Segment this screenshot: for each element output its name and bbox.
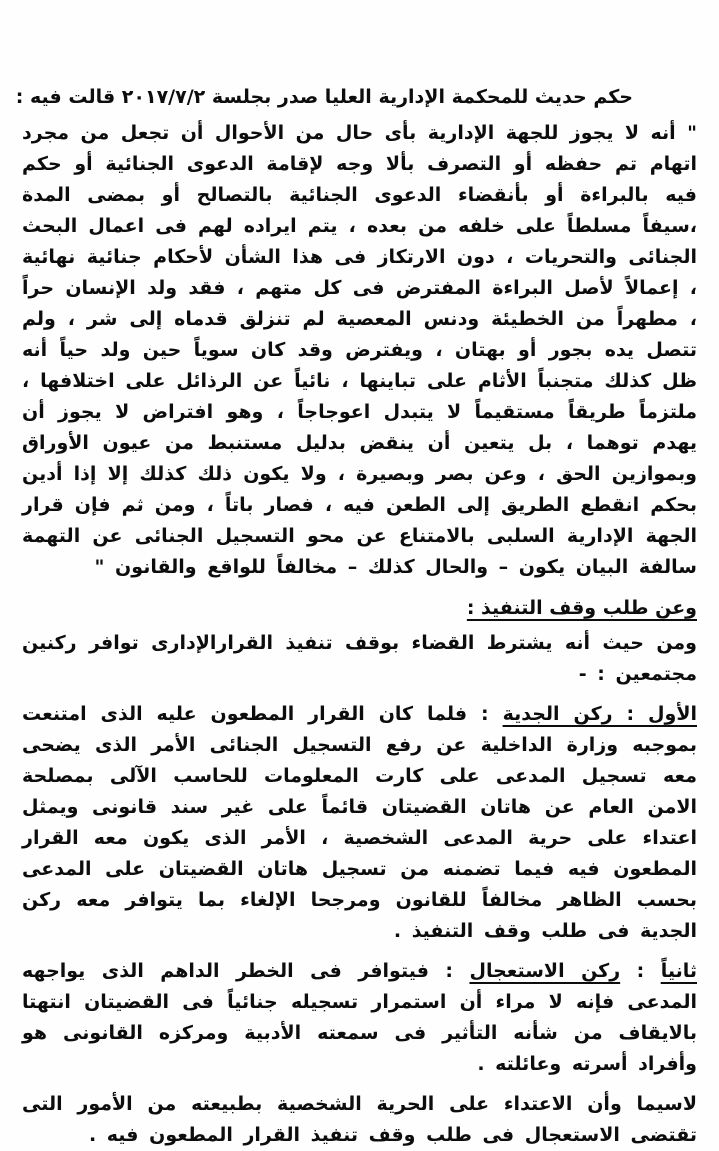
second-pillar-name-label: ركن الاستعجال (469, 960, 621, 982)
stay-of-execution-heading: وعن طلب وقف التنفيذ : (466, 597, 697, 619)
stay-requirements-intro: ومن حيث أنه يشترط القضاء بوقف تنفيذ القرارالإدارى توافر ركنين مجتمعين : - (22, 632, 697, 685)
ruling-title: حكم حديث للمحكمة الإدارية العليا صدر بجلسة ٢٠١٧/٧/٢ قالت فيه : (15, 86, 633, 108)
second-pillar-paragraph (22, 956, 697, 1080)
ruling-body-paragraph: " أنه لا يجوز للجهة الإدارية بأى حال من الأحوال أن تجعل من مجرد اتهام تم حفظه أو التصرف بألا وجه لإقامة الدعوى الجنائية أو حكم فيه بالبراءة أو بأنقضاء الدعوى الجنائية بالتصالح أو بمضى المدة ،سيفاً مسلطاً على خلفه من بعده ، يتم ايراده لهم فى اعمال البحث الجنائى والتحريات ، دون الارتكاز فى هذا الشأن لأحكام جنائية نهائية ، إعمالاً لأصل البراءة المفترض فى كل متهم ، فقد ولد الإنسان حراً ، مطهراً من الخطيئة ودنس المعصية لم تنزلق قدماه إلى شر ، ولم تتصل يده بجور أو بهتان ، ويفترض وقد كان سوياً حين ولد حياً أنه ظل كذلك متجنباً الأثام على تباينها ، نائياً عن الرذائل على اختلافها ، ملتزماً طريقاً مستقيماً لا يتبدل اعوجاجاً ، وهو افتراض لا يجوز أن يهدم توهما ، بل يتعين أن ينقض بدليل مستنبط من عيون الأوراق وبموازين الحق ، وعن بصر وبصيرة ، ولا يكون ذلك كذلك إلا إذا أدين بحكم انقطع الطريق إلى الطعن فيه ، فصار باتاً ، ومن ثم فإن قرار الجهة الإدارية السلبى بالامتناع عن محو التسجيل الجنائى عن التهمة سالفة البيان يكون – والحال كذلك – مخالفاً للواقع والقانون " (22, 122, 697, 578)
first-pillar-label: الأول : ركن الجدية (502, 703, 698, 725)
second-pillar-body: فيتوافر فى الخطر الداهم الذى يواجهه المدعى فإنه لا مراء أن استمرار تسجيله جنائياً فى القضيتان انتهتا بالايقاف من شأنه التأثير فى سمعته الأدبية ومركزه القانونى هو وأفراد أسرته وعائلته . (22, 960, 697, 1075)
closing-paragraph: لاسيما وأن الاعتداء على الحرية الشخصية بطبيعته من الأمور التى تقتضى الاستعجال فى طلب وقف تنفيذ القرار المطعون فيه . (22, 1093, 697, 1146)
second-pillar-separator-2: : (428, 960, 470, 982)
first-pillar-body: فلما كان القرار المطعون عليه الذى امتنعت بموجبه وزارة الداخلية عن رفع التسجيل الجنائى الأمر الذى يضحى معه تسجيل المدعى على كارت المعلومات للحاسب الآلى بمصلحة الامن العام عن هاتان القضيتان قائماً على غير سند قانونى ويمثل اعتداء على حرية المدعى الشخصية ، الأمر الذى يكون معه القرار المطعون فيه فيما تضمنه من تسجيل هاتان القضيتان على المدعى بحسب الظاهر مخالفاً للقانون ومرجحا الإلغاء بما يتوافر معه ركن الجدية فى طلب وقف التنفيذ . (22, 703, 697, 942)
second-pillar-ordinal-label: ثانياً (660, 960, 697, 982)
first-pillar-paragraph (22, 699, 697, 947)
first-pillar-separator: : (467, 703, 503, 725)
second-pillar-separator-1: : (620, 960, 661, 982)
